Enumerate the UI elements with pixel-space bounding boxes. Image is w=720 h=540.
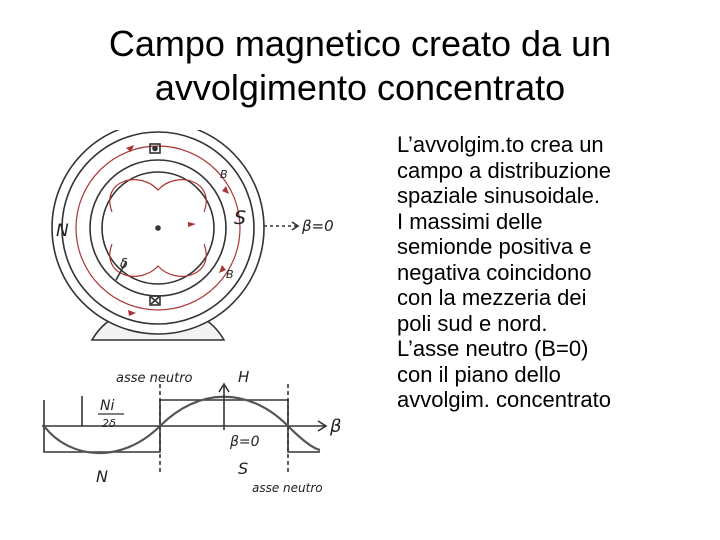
body-line-3: spaziale sinusoidale. xyxy=(397,183,601,208)
body-line-10: con il piano dello xyxy=(397,361,561,387)
conductor-top-dot xyxy=(153,147,157,151)
machine-cross-section xyxy=(52,130,298,340)
label-south: S xyxy=(234,207,247,229)
hand-drawn-sketch xyxy=(30,130,360,505)
body-line-8: poli sud e nord. xyxy=(397,310,548,336)
label-peak-h: H xyxy=(238,368,250,386)
label-asse-neutro-bottom: asse neutro xyxy=(252,481,323,495)
label-beta-zero-top: β=0 xyxy=(302,217,334,235)
label-b-upper: B xyxy=(220,168,228,181)
slide-title xyxy=(0,22,720,110)
label-delta: δ xyxy=(120,257,128,272)
slide-body-text xyxy=(397,132,717,413)
body-line-2: campo a distribuzione xyxy=(397,157,612,183)
label-beta-axis: β xyxy=(330,416,342,437)
label-amplitude-den: 2δ xyxy=(102,417,116,430)
label-b-lower: B xyxy=(226,268,234,281)
label-north: N xyxy=(56,221,69,241)
body-line-11: avvolgim. concentrato xyxy=(397,387,611,412)
label-asse-neutro-top: asse neutro xyxy=(116,371,193,386)
body-line-5: semionde positiva e xyxy=(397,234,592,259)
sine-wave xyxy=(44,397,320,453)
label-north-wave: N xyxy=(96,467,108,486)
label-amplitude-num: Ni xyxy=(100,398,115,414)
waveform-sketch xyxy=(42,384,326,472)
body-line-1: L’avvolgim.to crea un xyxy=(397,132,604,157)
title-line-1: Campo magnetico creato da un xyxy=(108,23,612,64)
title-line-2: avvolgimento concentrato xyxy=(154,67,566,108)
label-south-wave: S xyxy=(238,459,249,478)
rotor-center xyxy=(156,226,160,230)
body-line-6: negativa coincidono xyxy=(397,259,592,285)
label-beta-zero-bottom: β=0 xyxy=(230,434,260,450)
body-line-9: L’asse neutro (B=0) xyxy=(397,336,589,361)
body-line-7: con la mezzeria dei xyxy=(397,285,587,310)
body-line-4: I massimi delle xyxy=(397,208,543,234)
